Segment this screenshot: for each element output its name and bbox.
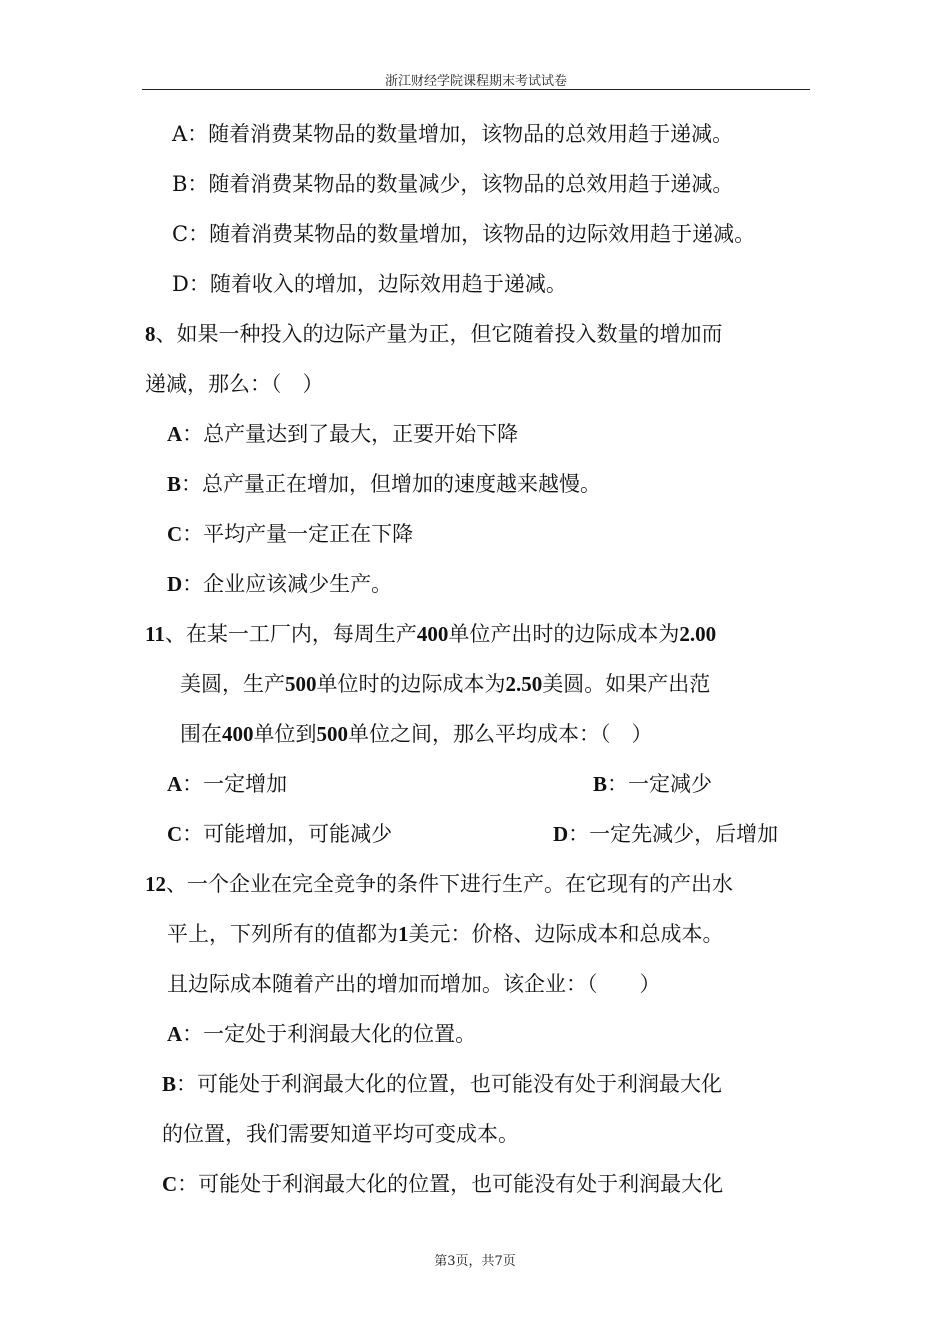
q11-stem-cont-2: 围在400单位到500单位之间，那么平均成本：（ ） (180, 722, 653, 746)
q12-stem: 12、一个企业在完全竞争的条件下进行生产。在它现有的产出水 (145, 872, 733, 896)
q11-option-b: B：一定减少 (593, 772, 713, 796)
q8-stem-cont: 递减，那么：（ ） (145, 372, 324, 396)
q11-option-d: D：一定先减少，后增加 (553, 822, 779, 846)
page-header: 浙江财经学院课程期末考试试卷 (384, 74, 567, 89)
q11-stem-cont-1: 美圆，生产500单位时的边际成本为2.50美圆。如果产出范 (180, 672, 711, 696)
q8-option-c: C：平均产量一定正在下降 (167, 522, 414, 546)
q7-option-c: C：随着消费某物品的数量增加，该物品的边际效用趋于递减。 (172, 222, 756, 246)
q8-number: 8 (145, 322, 156, 346)
q11-option-a: A：一定增加 (167, 772, 288, 796)
q7-option-d: D：随着收入的增加，边际效用趋于递减。 (172, 272, 567, 296)
q8-option-d: D：企业应该减少生产。 (167, 572, 393, 596)
q8-option-a: A：总产量达到了最大，正要开始下降 (167, 422, 519, 446)
q12-option-a: A：一定处于利润最大化的位置。 (167, 1022, 477, 1046)
q12-option-b: B：可能处于利润最大化的位置，也可能没有处于利润最大化 (162, 1072, 723, 1096)
q12-option-b-cont: 的位置，我们需要知道平均可变成本。 (162, 1122, 519, 1146)
q8-stem: 8、如果一种投入的边际产量为正，但它随着投入数量的增加而 (145, 322, 723, 346)
q11-option-c: C：可能增加，可能减少 (167, 822, 393, 846)
q11-stem: 11、在某一工厂内，每周生产400单位产出时的边际成本为2.00 (145, 622, 717, 646)
q8-option-b: B：总产量正在增加，但增加的速度越来越慢。 (167, 472, 602, 496)
header-rule (142, 89, 810, 90)
q7-option-a: A：随着消费某物品的数量增加，该物品的总效用趋于递减。 (172, 122, 734, 146)
page-footer: 第3页，共7页 (434, 1254, 516, 1269)
q12-stem-cont-1: 平上，下列所有的值都为1美元：价格、边际成本和总成本。 (167, 922, 724, 946)
q12-stem-cont-2: 且边际成本随着产出的增加而增加。该企业：（ ） (167, 972, 661, 996)
q12-option-c: C：可能处于利润最大化的位置，也可能没有处于利润最大化 (162, 1172, 724, 1196)
q7-option-b: B：随着消费某物品的数量减少，该物品的总效用趋于递减。 (172, 172, 734, 196)
